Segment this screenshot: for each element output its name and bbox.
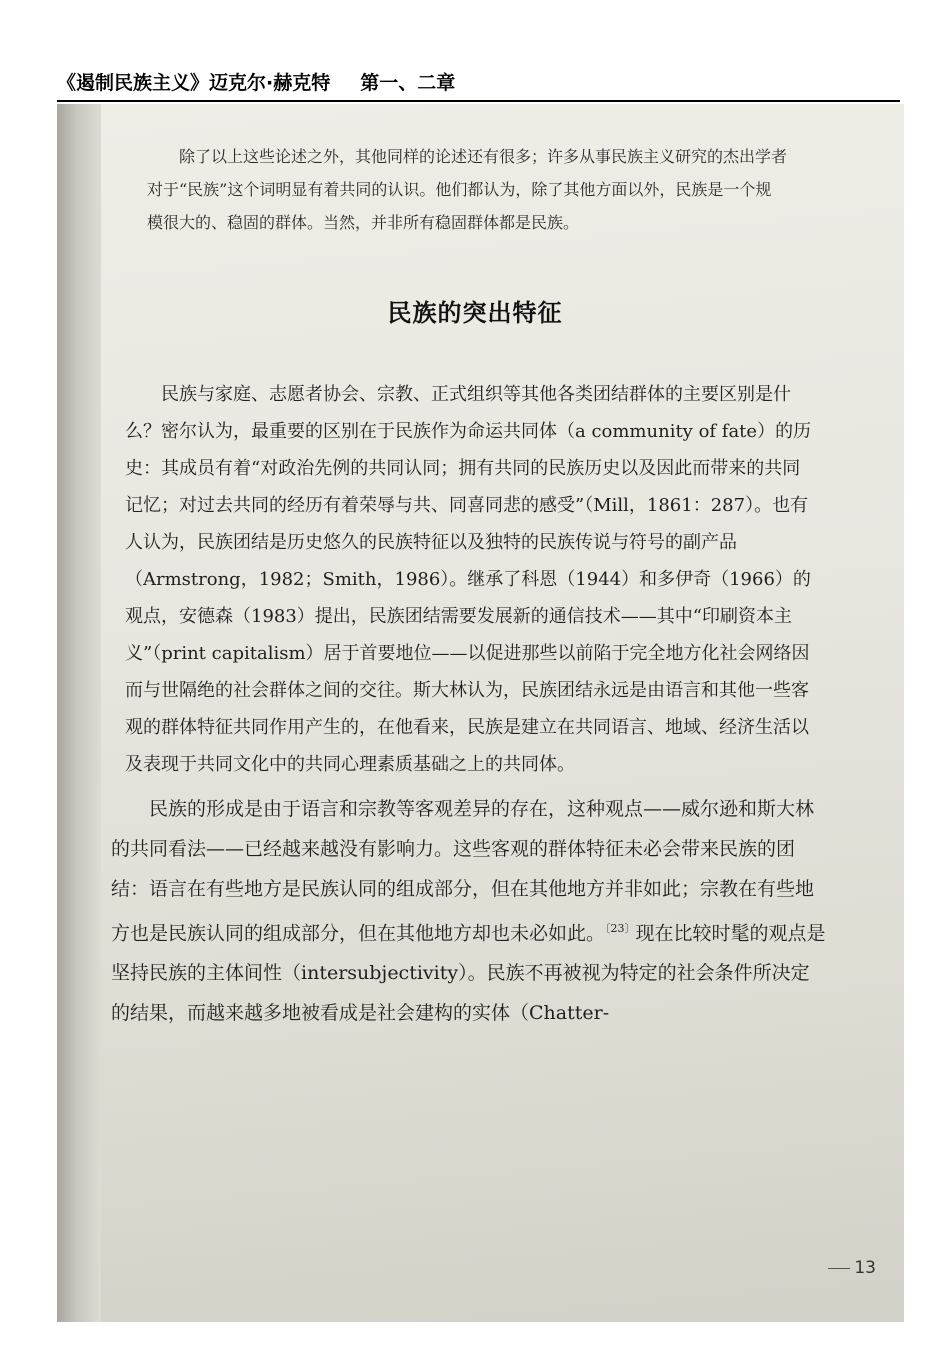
- page-number: [828, 1258, 876, 1278]
- book-title: 《遏制民族主义》迈克尔·赫克特: [57, 72, 331, 94]
- paragraph-3-text-b: 现在比较时髦的观点是坚持民族的主体间性（intersubjectivity）。民族不再被视为特定的社会条件所决定的结果，而越来越多地被看成是社会建构的实体（Chatter-: [111, 922, 826, 1025]
- paragraph-1: 除了以上这些论述之外，其他同样的论述还有很多；许多从事民族主义研究的杰出学者对于“民族”这个词明显有着共同的认识。他们都认为，除了其他方面以外，民族是一个规模很大的、稳固的群体。当然，并非所有稳固群体都是民族。: [147, 147, 788, 232]
- chapter-label: 第一、二章: [360, 72, 456, 94]
- paragraph-2: 民族与家庭、志愿者协会、宗教、正式组织等其他各类团结群体的主要区别是什么？密尔认为，最重要的区别在于民族作为命运共同体（a community of fate）的历史：其成员有着“对政治先例的共同认同；拥有共同的民族历史以及因此而带来的共同记忆；对过去共同的经历有着荣辱与共、同喜同悲的感受”（Mill，1861：287）。也有人认为，民族团结是历史悠久的民族特征以及独特的民族传说与符号的副产品（Armstrong，1982；Smith，1986）。继承了科恩（1944）和多伊奇（1966）的观点，安德森（1983）提出，民族团结需要发展新的通信技术——其中“印刷资本主义”（print capitalism）居于首要地位——以促进那些以前陷于完全地方化社会网络因而与世隔绝的社会群体之间的交往。斯大林认为，民族团结永远是由语言和其他一些客观的群体特征共同作用产生的，在他看来，民族是建立在共同语言、地域、经济生活以及表现于共同文化中的共同心理素质基础之上的共同体。: [125, 384, 812, 775]
- page-number-dash: [828, 1268, 850, 1269]
- paragraph-3: [111, 789, 827, 1033]
- page-content: [111, 140, 826, 1033]
- page-photo: [57, 104, 904, 1322]
- book-spine-shadow: [57, 104, 101, 1322]
- page-number-value: 13: [854, 1258, 876, 1278]
- paragraph-3-text-a: 民族的形成是由于语言和宗教等客观差异的存在，这种观点——威尔逊和斯大林的共同看法——已经越来越没有影响力。这些客观的群体特征未必会带来民族的团结：语言在有些地方是民族认同的组成部分，但在其他地方并非如此；宗教在有些地方也是民族认同的组成部分，但在其他地方却也未必如此。: [111, 798, 815, 945]
- footnote-ref: 〔23〕: [605, 922, 636, 935]
- section-title: 民族的突出特征: [387, 298, 563, 327]
- document-header: [57, 66, 900, 102]
